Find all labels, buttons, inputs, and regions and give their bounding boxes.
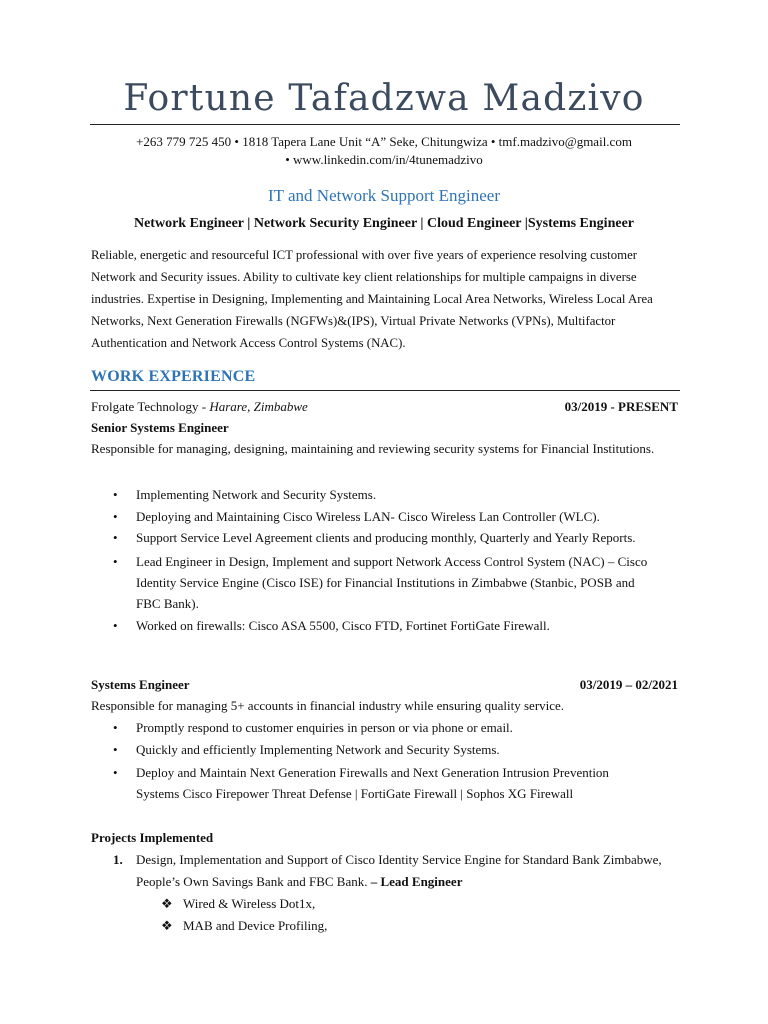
company-info <box>91 397 308 417</box>
project-text: Design, Implementation and Support of Cisco Identity Service Engine for Standard Bank Zimbabwe, People’s Own Savings Bank and FBC Bank. – Lead Engineer <box>136 852 662 889</box>
bullet-dot-icon: • <box>113 487 118 502</box>
list-item: • Deploy and Maintain Next Generation Firewalls and Next Generation Intrusion Prevention Systems Cisco Firepower Threat Defense | FortiGate Firewall | Sophos XG Firewall <box>91 762 651 804</box>
specialties-line: Network Engineer | Network Security Engineer | Cloud Engineer |Systems Engineer <box>133 216 634 231</box>
contact-line-1: +263 779 725 450 • 1818 Tapera Lane Unit “A” Seke, Chitungwiza • tmf.madzivo@gmail.com <box>136 134 632 149</box>
bullet-dot-icon: • <box>113 742 118 758</box>
systems-role-bullets <box>91 717 651 805</box>
professional-summary: Reliable, energetic and resourceful ICT professional with over five years of experience resolving customer Network and Security issues. Ability to cultivate key client relationships for multiple campaigns in diverse industries. Expertise in Designing, Implementing and Maintaining Local Area Networks, Wireless Local Area Networks, Next Generation Firewalls (NGFWs)&(IPS), Virtual Private Networks (VPNs), Multifactor Authentication and Network Access Control Systems (NAC). <box>91 248 653 350</box>
role-description-systems: Responsible for managing 5+ accounts in financial industry while ensuring quality service. <box>91 698 565 713</box>
projects-heading: Projects Implemented <box>91 830 214 845</box>
project-sub-item: ❖ Wired & Wireless Dot1x, <box>91 893 651 915</box>
company-dates: 03/2019 - PRESENT <box>564 399 678 414</box>
company-row <box>91 397 678 417</box>
project-sub-item: ❖ MAB and Device Profiling, <box>91 915 651 937</box>
contact-line-2: • www.linkedin.com/in/4tunemadzivo <box>285 152 483 167</box>
bullet-dot-icon: • <box>113 720 118 735</box>
list-item: • Promptly respond to customer enquiries in person or via phone or email. <box>91 717 651 738</box>
senior-role-bullets <box>91 484 651 638</box>
project-number: 1. <box>113 852 123 867</box>
role-dates-systems: 03/2019 – 02/2021 <box>579 677 678 692</box>
candidate-name: Fortune Tafadzwa Madzivo <box>123 78 645 119</box>
bullet-dot-icon: • <box>113 764 118 780</box>
list-item: • Quickly and efficiently Implementing Network and Security Systems. <box>91 739 651 760</box>
role-row-systems-engineer <box>91 675 678 695</box>
work-experience-heading: WORK EXPERIENCE <box>91 368 256 385</box>
list-item: • Support Service Level Agreement clients and producing monthly, Quarterly and Yearly Reports. <box>113 529 636 545</box>
bullet-dot-icon: • <box>113 553 118 569</box>
list-item: • Implementing Network and Security Systems. <box>91 484 651 505</box>
role-description-senior: Responsible for managing, designing, maintaining and reviewing security systems for Financial Institutions. <box>91 441 655 456</box>
list-item: • Lead Engineer in Design, Implement and support Network Access Control System (NAC) – Cisco Identity Service Engine (Cisco ISE) for Financial Institutions in Zimbabwe (Stanbic, POSB and FBC Bank). <box>91 551 651 614</box>
diamond-bullet-icon: ❖ <box>161 918 173 933</box>
bullet-dot-icon: • <box>113 529 118 545</box>
bullet-dot-icon: • <box>113 618 118 634</box>
project-role: – Lead Engineer <box>367 874 463 889</box>
diamond-bullet-icon: ❖ <box>161 896 173 911</box>
list-item: • Deploying and Maintaining Cisco Wireless LAN- Cisco Wireless Lan Controller (WLC). <box>91 506 651 527</box>
role-title-senior: Senior Systems Engineer <box>91 420 229 435</box>
project-item <box>91 849 671 893</box>
role-title-systems: Systems Engineer <box>91 677 190 692</box>
list-item: • Worked on firewalls: Cisco ASA 5500, Cisco FTD, Fortinet FortiGate Firewall. <box>91 615 651 636</box>
job-title: IT and Network Support Engineer <box>268 186 500 205</box>
section-divider <box>90 390 680 391</box>
company-name: Frolgate Technology <box>91 399 199 414</box>
bullet-dot-icon: • <box>113 509 118 525</box>
company-location: - Harare, Zimbabwe <box>198 399 308 414</box>
header-divider <box>90 124 680 125</box>
